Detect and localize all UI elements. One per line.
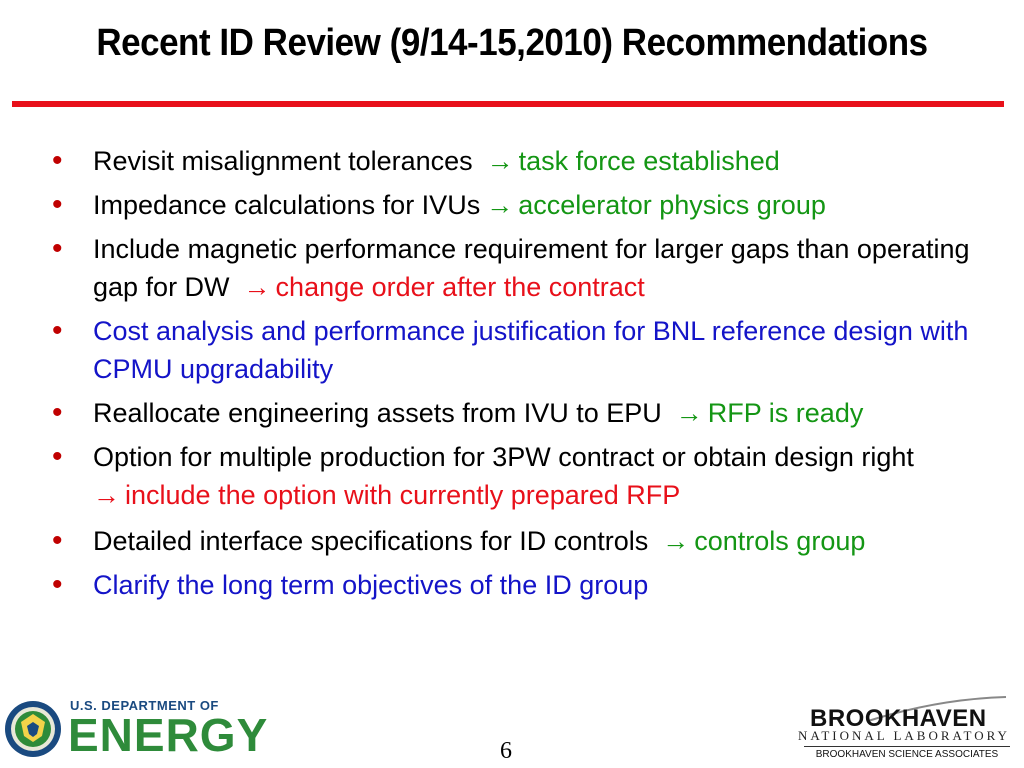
bnl-associates: BROOKHAVEN SCIENCE ASSOCIATES — [804, 746, 1010, 763]
bullet-item — [52, 394, 1012, 432]
arrow-right-icon: → — [675, 398, 703, 428]
doe-logo — [0, 692, 269, 768]
bullet-marker: • — [52, 144, 63, 177]
bullet-text: Option for multiple production for 3PW contract or obtain design right — [93, 442, 914, 472]
arrow-right-icon: → — [662, 526, 690, 556]
bullet-marker: • — [52, 188, 63, 221]
bullet-text: Detailed interface specifications for ID controls — [93, 526, 649, 556]
bullet-list — [52, 142, 1012, 610]
bullet-item — [52, 522, 1012, 560]
bullet-item — [52, 566, 1012, 604]
bnl-subtitle: NATIONAL LABORATORY — [798, 728, 1010, 743]
bullet-note: task force established — [518, 146, 780, 176]
arrow-right-icon: → — [243, 272, 271, 302]
doe-top-text: U.S. DEPARTMENT OF — [70, 698, 219, 713]
bullet-text: Revisit misalignment tolerances — [93, 146, 473, 176]
bullet-item — [52, 312, 1012, 388]
arrow-right-icon: → — [486, 146, 514, 176]
bullet-text: Reallocate engineering assets from IVU to EPU — [93, 398, 662, 428]
bullet-marker: • — [52, 314, 63, 347]
slide-title: Recent ID Review (9/14-15,2010) Recommendations — [96, 22, 928, 64]
bullet-marker: • — [52, 232, 63, 265]
bullet-item — [52, 142, 1012, 180]
bullet-note: controls group — [694, 526, 866, 556]
title-divider — [12, 101, 1004, 107]
arrow-right-icon: → — [93, 480, 120, 510]
bullet-note: RFP is ready — [707, 398, 864, 428]
doe-energy-text: ENERGY — [68, 709, 269, 761]
bullet-marker: • — [52, 568, 63, 601]
bullet-note: change order after the contract — [275, 272, 645, 302]
arrow-right-icon: → — [486, 190, 514, 220]
bullet-note: include the option with currently prepared RFP — [125, 480, 681, 510]
doe-seal-icon — [4, 700, 62, 758]
bullet-text: Clarify the long term objectives of the ID group — [93, 570, 649, 600]
bullet-item — [52, 438, 1012, 476]
brookhaven-logo — [798, 695, 1018, 765]
page-number: 6 — [500, 738, 512, 764]
bnl-name: BROOKHAVEN — [810, 705, 987, 732]
bullet-text: Cost analysis and performance justification for BNL reference design with CPMU upgradability — [93, 316, 969, 384]
bullet-marker: • — [52, 440, 63, 473]
bullet-note: accelerator physics group — [518, 190, 826, 220]
bullet-text: Impedance calculations for IVUs — [93, 190, 481, 220]
bullet-item — [52, 230, 1012, 306]
bullet-text: Include magnetic performance requirement for larger gaps than operating gap for DW — [93, 234, 970, 302]
bullet-marker: • — [52, 396, 63, 429]
bullet-item — [52, 186, 1012, 224]
bullet-continuation — [52, 476, 1012, 514]
bullet-marker: • — [52, 524, 63, 557]
